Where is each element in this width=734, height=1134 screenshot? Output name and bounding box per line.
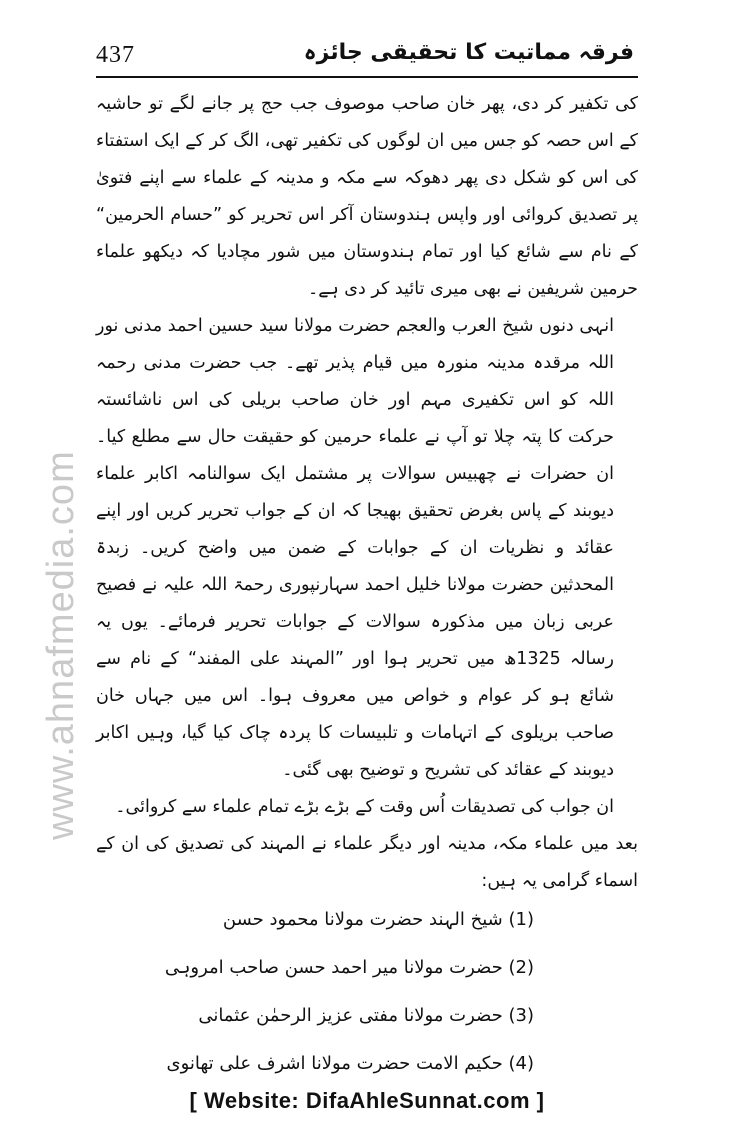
- paragraph-4: بعد میں علماء مکہ، مدینہ اور دیگر علماء نے المہند کی تصدیق کی ان کے اسماء گرامی یہ ہیں:: [96, 834, 638, 891]
- running-title: فرقہ مماتیت کا تحقیقی جائزہ: [303, 40, 634, 65]
- watermark: www.ahnafmedia.com: [40, 450, 82, 840]
- body-text: [96, 86, 638, 900]
- list-item: (3) حضرت مولانا مفتی عزیز الرحمٰن عثمانی: [198, 1005, 534, 1026]
- list-item: (4) حکیم الامت حضرت مولانا اشرف علی تھانوی: [166, 1053, 534, 1074]
- paragraph-1: کی تکفیر کر دی، پھر خان صاحب موصوف جب حج پر جانے لگے تو حاشیہ کے اس حصہ کو جس میں ان لوگوں کی تکفیر تھی، الگ کر کے ایک استفتاء کی اس کو شکل دی پھر دھوکہ سے مکہ و مدینہ کے علماء سے اپنے فتویٰ پر تصدیق کروائی اور واپس ہندوستان آکر اس تحریر کو ”حسام الحرمین“ کے نام سے شائع کیا اور تمام ہندوستان میں شور مچادیا کہ دیکھو علماء حرمین شریفین نے بھی میری تائید کر دی ہے۔: [96, 94, 638, 299]
- endorsers-list: [120, 896, 574, 1088]
- paragraph-3: ان جواب کی تصدیقات اُس وقت کے بڑے بڑے تمام علماء سے کروائی۔: [115, 797, 614, 817]
- paragraph-2: انہی دنوں شیخ العرب والعجم حضرت مولانا سید حسین احمد مدنی نور اللہ مرقدہ مدینہ منورہ میں قیام پذیر تھے۔ جب حضرت مدنی رحمہ اللہ کو اس تکفیری مہم اور خان صاحب بریلی کی اس ناشائستہ حرکت کا پتہ چلا تو آپ نے علماء حرمین کو حقیقت حال سے مطلع کیا۔ ان حضرات نے چھبیس سوالات پر مشتمل ایک سوالنامہ اکابر علماء دیوبند کے پاس بغرض تحقیق بھیجا کہ ان کے جواب تحریر کریں اور اپنے عقائد و نظریات ان کے جوابات کے ضمن میں واضح کریں۔ زبدۃ المحدثین حضرت مولانا خلیل احمد سہارنپوری رحمۃ اللہ علیہ نے فصیح عربی زبان میں مذکورہ سوالات کے جوابات تحریر فرمائے۔ یوں یہ رسالہ 1325ھ میں تحریر ہوا اور ”المہند علی المفند“ کے نام سے شائع ہو کر عوام و خواص میں معروف ہوا۔ اس میں جہاں خان صاحب بریلوی کے اتہامات و تلبیسات کا پردہ چاک کیا گیا، وہیں اکابر دیوبند کے عقائد کی تشریح و توضیح بھی گئی۔: [96, 316, 614, 780]
- list-item: (2) حضرت مولانا میر احمد حسن صاحب امروہی: [164, 957, 534, 978]
- header-divider: [96, 76, 638, 78]
- website-footer: [ Website: DifaAhleSunnat.com ]: [189, 1088, 545, 1113]
- page-number: 437: [96, 42, 135, 68]
- list-item: (1) شیخ الہند حضرت مولانا محمود حسن: [222, 909, 534, 930]
